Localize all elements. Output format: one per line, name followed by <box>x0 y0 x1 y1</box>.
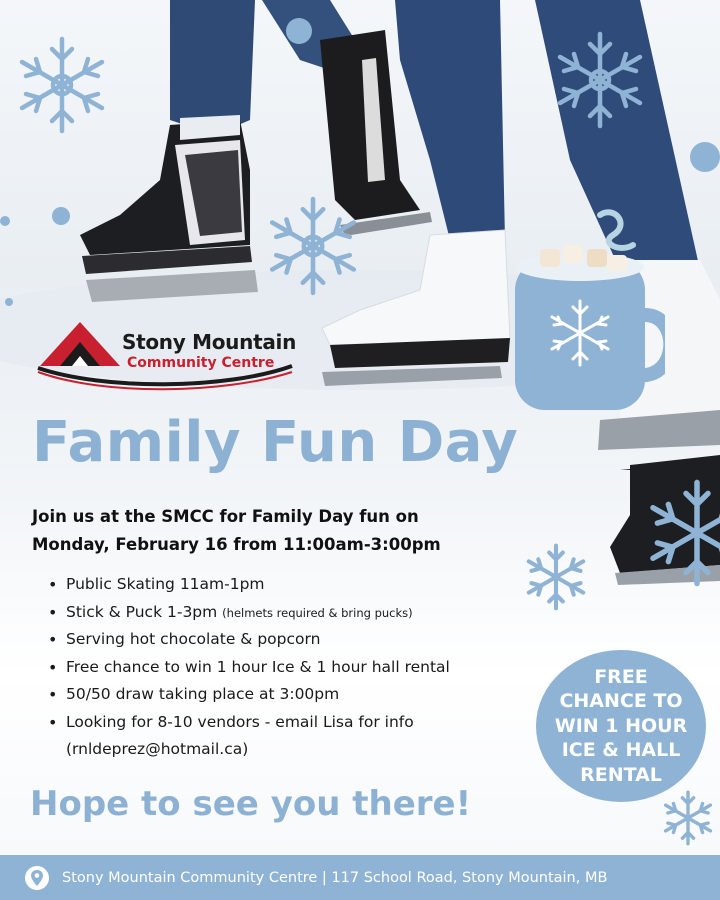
snowflake-icon <box>642 478 720 588</box>
logo-subtitle: Community Centre <box>127 355 275 371</box>
decor-dot <box>5 298 13 306</box>
snowflake-icon <box>12 35 112 135</box>
hot-chocolate-mug-icon <box>505 205 665 415</box>
list-item: • 50/50 draw taking place at 3:00pm <box>48 681 568 709</box>
prize-badge <box>536 650 706 802</box>
intro-line-2: Monday, February 16 from 11:00am-3:00pm <box>32 535 441 554</box>
decor-dot <box>690 142 720 172</box>
list-item: • Free chance to win 1 hour Ice & 1 hour hall rental <box>48 654 568 682</box>
email-address: (rnldeprez@hotmail.ca) <box>66 740 249 758</box>
snowflake-icon <box>660 790 716 846</box>
list-item: • Public Skating 11am-1pm <box>48 571 568 599</box>
decor-dot <box>52 207 70 225</box>
list-item-note: (helmets required & bring pucks) <box>222 605 413 620</box>
badge-line: FREE <box>594 665 648 688</box>
logo-name: Stony Mountain <box>122 330 297 354</box>
badge-line: ICE & HALL <box>561 739 681 762</box>
page-title: Family Fun Day <box>32 410 519 475</box>
location-pin-icon <box>24 865 50 891</box>
intro-line-1: Join us at the SMCC for Family Day fun on <box>32 507 419 526</box>
badge-line: CHANCE TO <box>559 690 683 713</box>
badge-line: RENTAL <box>580 763 662 786</box>
badge-line: WIN 1 HOUR <box>554 714 688 737</box>
snowflake-icon <box>262 195 364 297</box>
list-item: • Looking for 8-10 vendors - email Lisa for info <box>48 709 568 737</box>
list-item: • Serving hot chocolate & popcorn <box>48 626 568 654</box>
list-item: • Stick & Puck 1-3pm (helmets required & bring pucks) <box>48 599 568 627</box>
footer-bar <box>0 855 720 900</box>
footer-address: Stony Mountain Community Centre | 117 School Road, Stony Mountain, MB <box>62 869 608 886</box>
decor-dot <box>286 18 312 44</box>
event-list <box>48 571 568 763</box>
closing-message: Hope to see you there! <box>30 784 472 824</box>
snowflake-icon <box>550 30 650 130</box>
decor-dot <box>0 216 10 226</box>
intro-text <box>32 503 572 559</box>
